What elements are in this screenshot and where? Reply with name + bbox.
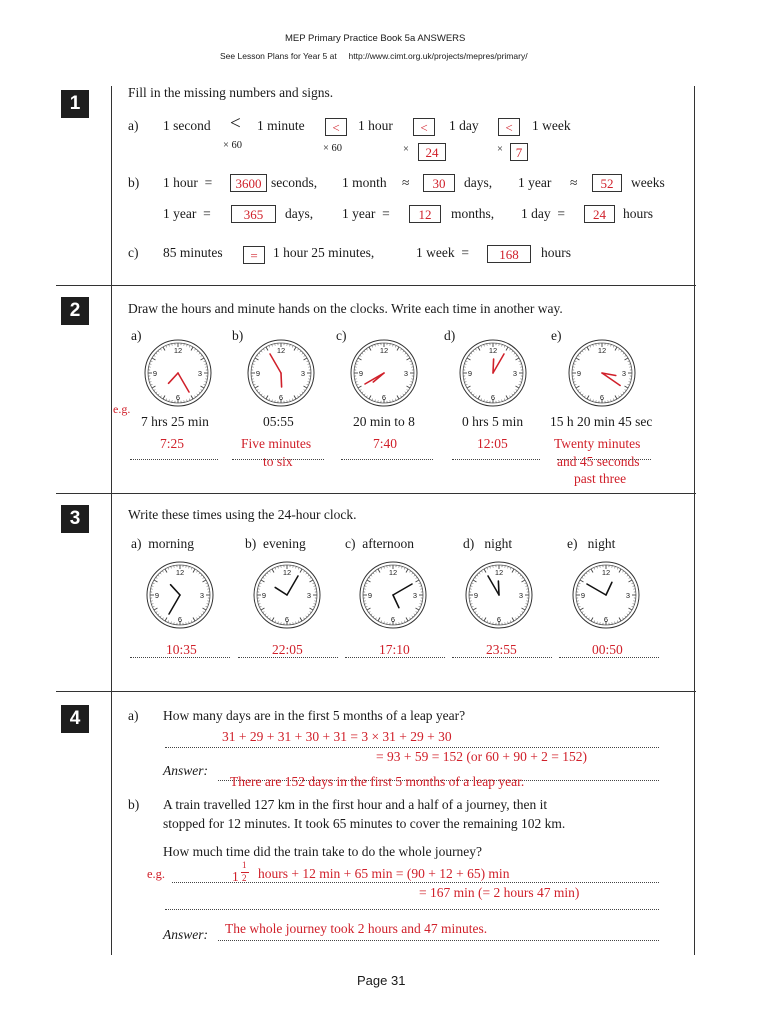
clock-numeral: 3 — [199, 591, 205, 600]
q2b-given: 05:55 — [263, 414, 294, 429]
q2-eg-label: e.g. — [113, 402, 131, 416]
clock-numeral: 9 — [367, 591, 373, 600]
clock-numeral: 12 — [173, 346, 183, 355]
q4b-fraction-whole: 1 — [232, 869, 239, 884]
q4b-question-line-1: A train travelled 127 km in the first hour and a half of a journey, then it — [163, 797, 548, 812]
q1a-minute: 1 minute — [257, 118, 305, 133]
q1-prompt: Fill in the missing numbers and signs. — [128, 85, 334, 100]
q1b-hour-eq: 1 hour = — [163, 175, 213, 190]
answer-line — [172, 882, 659, 883]
clock-svg — [458, 338, 528, 408]
q2d-given: 0 hrs 5 min — [462, 414, 524, 429]
q4b-work-line-2: = 167 min (= 2 hours 47 min) — [419, 885, 580, 900]
q1a-answer-sign-3: < — [498, 118, 520, 136]
clock-numeral: 6 — [390, 615, 396, 624]
clock-face — [246, 338, 316, 413]
q2e-given: 15 h 20 min 45 sec — [550, 414, 653, 429]
q2b-answer-line-2: to six — [263, 454, 293, 469]
q1b-days-2: days, — [285, 206, 314, 221]
q2e-answer-line-1: Twenty minutes — [554, 436, 641, 451]
clock-numeral: 12 — [276, 346, 286, 355]
clock-numeral: 6 — [278, 393, 284, 402]
answer-line — [341, 459, 433, 460]
q3c-answer: 17:10 — [379, 642, 410, 657]
q4a-question: How many days are in the first 5 months of a leap year? — [163, 708, 466, 723]
clock-face — [252, 560, 322, 635]
clock-numeral: 12 — [388, 568, 398, 577]
q1a-answer-24: 24 — [418, 143, 446, 161]
clock-numeral: 12 — [175, 568, 185, 577]
clock-numeral: 6 — [496, 615, 502, 624]
clock-svg — [464, 560, 534, 630]
q1c-hours: hours — [541, 245, 571, 260]
answer-line — [238, 657, 338, 658]
q1c-label: c) — [128, 245, 139, 260]
q2b-label: b) — [232, 328, 244, 343]
q4b-label: b) — [128, 797, 140, 812]
q4b-answer: The whole journey took 2 hours and 47 minutes. — [225, 921, 488, 936]
clock-numeral: 6 — [175, 393, 181, 402]
clock-numeral: 9 — [255, 369, 261, 378]
section-divider — [56, 493, 696, 494]
clock-svg — [252, 560, 322, 630]
clock-numeral: 6 — [603, 615, 609, 624]
clock-svg — [349, 338, 419, 408]
q4b-question-line-2: stopped for 12 minutes. It took 65 minutes to cover the remaining 102 km. — [163, 816, 566, 831]
clock-numeral: 3 — [518, 591, 524, 600]
question-number-2: 2 — [61, 297, 89, 325]
answer-line — [452, 657, 552, 658]
q1a-answer-sign-1: < — [325, 118, 347, 136]
clock-numeral: 3 — [300, 369, 306, 378]
q1c-answer-168: 168 — [487, 245, 531, 263]
q4a-work-line-1: 31 + 29 + 31 + 30 + 31 = 3 × 31 + 29 + 30 — [222, 729, 452, 744]
clock-numeral: 9 — [580, 591, 586, 600]
clock-svg — [567, 338, 637, 408]
q1b-day-eq: 1 day = — [521, 206, 565, 221]
q2b-answer-line-1: Five minutes — [241, 436, 312, 451]
q1b-weeks: weeks — [631, 175, 665, 190]
question-number-4: 4 — [61, 705, 89, 733]
answer-line — [165, 747, 659, 748]
clock-numeral: 12 — [488, 346, 498, 355]
q4b-eg-label: e.g. — [147, 867, 166, 881]
q2e-label: e) — [551, 328, 562, 343]
clock-face — [143, 338, 213, 413]
q1b-approx-2: ≈ — [570, 175, 578, 190]
clock-numeral: 3 — [403, 369, 409, 378]
q2a-given: 7 hrs 25 min — [141, 414, 209, 429]
q4a-label: a) — [128, 708, 139, 723]
q3b-answer: 22:05 — [272, 642, 303, 657]
clock-svg — [143, 338, 213, 408]
q1a-times-60-b: × 60 — [323, 143, 343, 154]
answer-line — [559, 657, 659, 658]
clock-numeral: 12 — [597, 346, 607, 355]
q1b-answer-3600: 3600 — [230, 174, 267, 192]
q1b-hours: hours — [623, 206, 653, 221]
q2e-answer-line-2: and 45 seconds — [557, 454, 640, 469]
q4a-work-line-2: = 93 + 59 = 152 (or 60 + 90 + 2 = 152) — [376, 749, 588, 764]
answer-line — [130, 657, 230, 658]
clock-numeral: 6 — [599, 393, 605, 402]
q2c-answer: 7:40 — [373, 436, 398, 451]
clock-numeral: 3 — [621, 369, 627, 378]
clock-face — [145, 560, 215, 635]
q2c-label: c) — [336, 328, 347, 343]
q1b-answer-365: 365 — [231, 205, 276, 223]
q2-prompt: Draw the hours and minute hands on the clocks. Write each time in another way. — [128, 301, 563, 316]
q1a-times-2: × — [497, 144, 503, 155]
question-number-3: 3 — [61, 505, 89, 533]
q2d-answer: 12:05 — [477, 436, 508, 451]
clock-numeral: 3 — [197, 369, 203, 378]
clock-numeral: 3 — [625, 591, 631, 600]
clock-numeral: 6 — [490, 393, 496, 402]
q4b-work-line-1: hours + 12 min + 65 min = (90 + 12 + 65) min — [258, 866, 510, 881]
q1b-answer-30: 30 — [423, 174, 455, 192]
clock-numeral: 6 — [177, 615, 183, 624]
clock-face — [358, 560, 428, 635]
q3a-label: a) morning — [131, 536, 194, 551]
frame-right-line — [694, 86, 695, 955]
q1b-days: days, — [464, 175, 493, 190]
clock-numeral: 6 — [284, 615, 290, 624]
answer-line — [165, 909, 659, 910]
q3a-answer: 10:35 — [166, 642, 197, 657]
clock-numeral: 9 — [467, 369, 473, 378]
clock-svg — [145, 560, 215, 630]
section-divider — [56, 691, 696, 692]
question-number-1: 1 — [61, 90, 89, 118]
section-divider — [56, 285, 696, 286]
q4b-fraction-denominator: 2 — [242, 873, 247, 883]
clock-face — [464, 560, 534, 635]
q1b-month: 1 month — [342, 175, 387, 190]
clock-numeral: 9 — [473, 591, 479, 600]
q1c-week-eq: 1 week = — [416, 245, 469, 260]
clock-numeral: 3 — [306, 591, 312, 600]
q1c-answer-eq: = — [243, 246, 265, 264]
q1b-year-eq-2: 1 year = — [342, 206, 390, 221]
clock-numeral: 12 — [494, 568, 504, 577]
clock-svg — [246, 338, 316, 408]
page-number: Page 31 — [357, 973, 406, 988]
header-subtitle: See Lesson Plans for Year 5 at http://www.cimt.org.uk/projects/mepres/primary/ — [220, 51, 528, 61]
q1a-times-60-a: × 60 — [223, 140, 243, 151]
q3c-label: c) afternoon — [345, 536, 414, 551]
q1a-answer-7: 7 — [510, 143, 528, 161]
q3d-label: d) night — [463, 536, 513, 551]
q1a-day: 1 day — [449, 118, 479, 133]
clock-face — [458, 338, 528, 413]
clock-numeral: 12 — [379, 346, 389, 355]
q2c-given: 20 min to 8 — [353, 414, 415, 429]
q3-prompt: Write these times using the 24-hour clock. — [128, 507, 357, 522]
answer-line — [218, 940, 659, 941]
clock-svg — [358, 560, 428, 630]
q2a-answer: 7:25 — [160, 436, 185, 451]
q1b-answer-24: 24 — [584, 205, 615, 223]
clock-numeral: 3 — [412, 591, 418, 600]
frame-left-line — [111, 86, 112, 955]
header-title: MEP Primary Practice Book 5a ANSWERS — [285, 33, 466, 44]
clock-face — [349, 338, 419, 413]
q1b-year: 1 year — [518, 175, 552, 190]
q3e-label: e) night — [567, 536, 616, 551]
q1b-year-eq-1: 1 year = — [163, 206, 211, 221]
q2e-answer-line-3: past three — [574, 471, 627, 486]
answer-line — [452, 459, 540, 460]
q2d-label: d) — [444, 328, 456, 343]
clock-svg — [571, 560, 641, 630]
clock-numeral: 6 — [381, 393, 387, 402]
answer-line — [557, 459, 651, 460]
clock-numeral: 9 — [154, 591, 160, 600]
q1a-second: 1 second — [163, 118, 211, 133]
q1b-label: b) — [128, 175, 140, 190]
clock-numeral: 3 — [512, 369, 518, 378]
clock-numeral: 9 — [152, 369, 158, 378]
q4b-answer-label: Answer: — [163, 927, 208, 942]
q1c-hour25: 1 hour 25 minutes, — [273, 245, 375, 260]
q1b-months: months, — [451, 206, 495, 221]
clock-numeral: 9 — [358, 369, 364, 378]
q1a-hour: 1 hour — [358, 118, 393, 133]
q3b-label: b) evening — [245, 536, 306, 551]
q4b-fraction-numerator: 1 — [242, 860, 247, 870]
q1b-seconds: seconds, — [271, 175, 318, 190]
answer-line — [232, 459, 324, 460]
clock-numeral: 9 — [261, 591, 267, 600]
q1a-label: a) — [128, 118, 139, 133]
clock-face — [571, 560, 641, 635]
q1b-approx-1: ≈ — [402, 175, 410, 190]
q4a-answer-label: Answer: — [163, 763, 208, 778]
q1b-answer-52: 52 — [592, 174, 622, 192]
q1a-less-than: < — [230, 113, 241, 134]
q4a-answer: There are 152 days in the first 5 months of a leap year. — [230, 774, 525, 789]
q3e-answer: 00:50 — [592, 642, 623, 657]
q1a-times-1: × — [403, 144, 409, 155]
clock-numeral: 12 — [282, 568, 292, 577]
clock-numeral: 9 — [576, 369, 582, 378]
clock-face — [567, 338, 637, 413]
answer-line — [345, 657, 445, 658]
hour-hand — [281, 373, 282, 387]
q1b-answer-12: 12 — [409, 205, 441, 223]
q3d-answer: 23:55 — [486, 642, 517, 657]
q2a-label: a) — [131, 328, 142, 343]
q1c-minutes: 85 minutes — [163, 245, 223, 260]
answer-line — [130, 459, 218, 460]
clock-numeral: 12 — [601, 568, 611, 577]
q1a-week: 1 week — [532, 118, 571, 133]
q1a-answer-sign-2: < — [413, 118, 435, 136]
q4b-question-line-3: How much time did the train take to do the whole journey? — [163, 844, 483, 859]
